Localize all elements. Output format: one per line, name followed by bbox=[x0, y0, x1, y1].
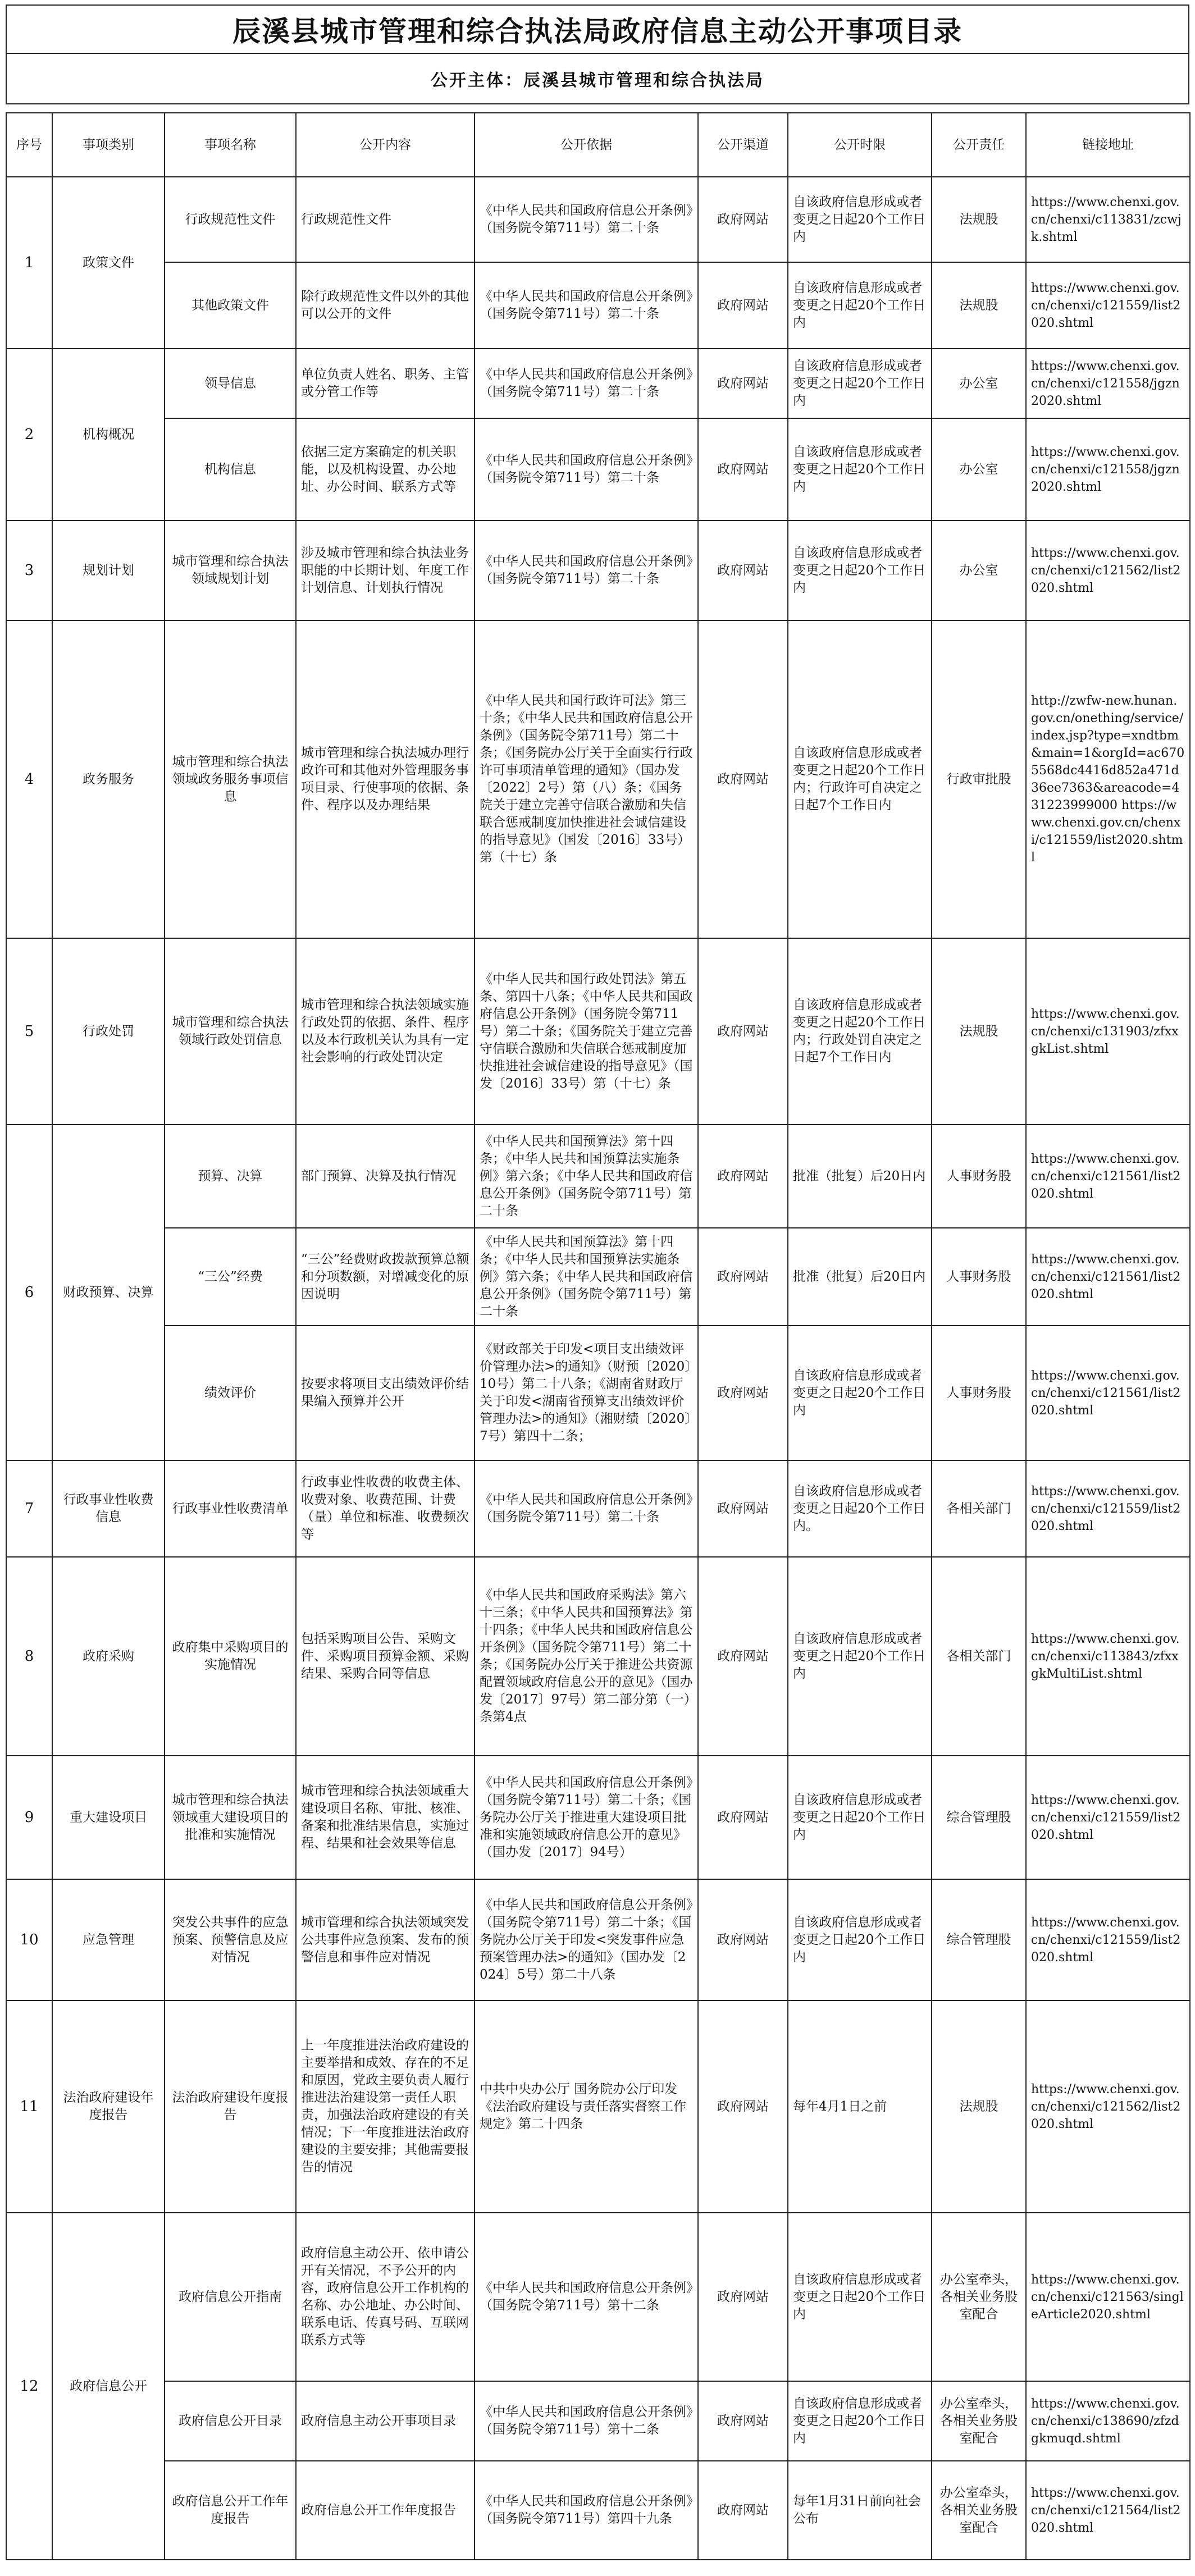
item-channel: 政府网站 bbox=[698, 1460, 788, 1557]
item-link[interactable]: https://www.chenxi.gov.cn/chenxi/c121559/list2020.shtml bbox=[1026, 1460, 1190, 1557]
item-content: 政府信息公开工作年度报告 bbox=[296, 2461, 475, 2560]
item-basis: 《中华人民共和国政府采购法》第六十三条；《中华人民共和国预算法》第十四条；《中华人民共和国政府信息公开条例》（国务院令第711号）第二十条；《国务院办公厅关于推进公共资源配置领域政府信息公开的意见》（国办发〔2017〕97号）第二部分第（一）条第4点 bbox=[475, 1557, 698, 1756]
item-responsibility: 办公室牵头，各相关业务股室配合 bbox=[932, 2461, 1026, 2560]
table-row bbox=[6, 1460, 1190, 1557]
item-period: 自该政府信息形成或者变更之日起20个工作日内 bbox=[788, 1557, 932, 1756]
item-channel: 政府网站 bbox=[698, 349, 788, 418]
item-channel: 政府网站 bbox=[698, 1557, 788, 1756]
row-seq: 9 bbox=[6, 1756, 52, 1879]
subtitle-bar bbox=[6, 54, 1189, 104]
item-period: 每年4月1日之前 bbox=[788, 2000, 932, 2213]
item-period: 批准（批复）后20日内 bbox=[788, 1228, 932, 1326]
item-content: 行政事业性收费的收费主体、收费对象、收费范围、计费（量）单位和标准、收费频次等 bbox=[296, 1460, 475, 1557]
title-bar bbox=[6, 4, 1189, 54]
row-seq: 7 bbox=[6, 1460, 52, 1557]
item-channel: 政府网站 bbox=[698, 1879, 788, 2000]
item-period: 自该政府信息形成或者变更之日起20个工作日内。 bbox=[788, 1460, 932, 1557]
item-basis: 《中华人民共和国行政许可法》第三十条；《中华人民共和国政府信息公开条例》（国务院令第711号）第二十条；《国务院办公厅关于全面实行行政许可事项清单管理的通知》（国办发〔2022〕2号）第（八）条；《国务院关于建立完善守信联合激励和失信联合惩戒制度加快推进社会诚信建设的指导意见》（国发〔2016〕33号）第（十七）条 bbox=[475, 620, 698, 938]
item-basis: 中共中央办公厅 国务院办公厅印发《法治政府建设与责任落实督察工作规定》第二十四条 bbox=[475, 2000, 698, 2213]
item-link[interactable]: https://www.chenxi.gov.cn/chenxi/c121561/list2020.shtml bbox=[1026, 1125, 1190, 1228]
item-responsibility: 办公室牵头，各相关业务股室配合 bbox=[932, 2213, 1026, 2381]
table-row bbox=[6, 1125, 1190, 1228]
row-category: 政府采购 bbox=[52, 1557, 165, 1756]
item-period: 自该政府信息形成或者变更之日起20个工作日内 bbox=[788, 1756, 932, 1879]
item-basis: 《中华人民共和国政府信息公开条例》（国务院令第711号）第二十条 bbox=[475, 1460, 698, 1557]
item-channel: 政府网站 bbox=[698, 520, 788, 620]
table-row bbox=[6, 1228, 1190, 1326]
item-link[interactable]: https://www.chenxi.gov.cn/chenxi/c121561/list2020.shtml bbox=[1026, 1228, 1190, 1326]
item-channel: 政府网站 bbox=[698, 418, 788, 520]
item-basis: 《中华人民共和国预算法》第十四条；《中华人民共和国预算法实施条例》第六条；《中华人民共和国政府信息公开条例》（国务院令第711号）第二十条 bbox=[475, 1228, 698, 1326]
item-name: 突发公共事件的应急预案、预警信息及应对情况 bbox=[165, 1879, 296, 2000]
item-content: “三公”经费财政拨款预算总额和分项数额，对增减变化的原因说明 bbox=[296, 1228, 475, 1326]
row-category: 政务服务 bbox=[52, 620, 165, 938]
item-name: 政府信息公开指南 bbox=[165, 2213, 296, 2381]
item-responsibility: 法规股 bbox=[932, 2000, 1026, 2213]
header-row bbox=[6, 113, 1190, 177]
item-channel: 政府网站 bbox=[698, 938, 788, 1125]
row-category: 法治政府建设年度报告 bbox=[52, 2000, 165, 2213]
catalog-sheet bbox=[6, 4, 1189, 2560]
item-basis: 《中华人民共和国政府信息公开条例》（国务院令第711号）第二十条 bbox=[475, 349, 698, 418]
item-basis: 《中华人民共和国政府信息公开条例》（国务院令第711号）第二十条 bbox=[475, 418, 698, 520]
table-row bbox=[6, 938, 1190, 1125]
item-name: 法治政府建设年度报告 bbox=[165, 2000, 296, 2213]
catalog-body bbox=[6, 177, 1190, 2560]
item-content: 城市管理和综合执法领域重大建设项目名称、审批、核准、备案和批准结果信息，实施过程、结果和社会效果等信息 bbox=[296, 1756, 475, 1879]
row-category: 机构概况 bbox=[52, 349, 165, 520]
item-content: 包括采购项目公告、采购文件、采购项目预算金额、采购结果、采购合同等信息 bbox=[296, 1557, 475, 1756]
row-category: 政策文件 bbox=[52, 177, 165, 349]
item-link[interactable]: https://www.chenxi.gov.cn/chenxi/c121559/list2020.shtml bbox=[1026, 1756, 1190, 1879]
header-seq: 序号 bbox=[6, 113, 52, 177]
item-link[interactable]: https://www.chenxi.gov.cn/chenxi/c121562/list2020.shtml bbox=[1026, 520, 1190, 620]
item-link[interactable]: https://www.chenxi.gov.cn/chenxi/c121562/list2020.shtml bbox=[1026, 2000, 1190, 2213]
item-channel: 政府网站 bbox=[698, 2461, 788, 2560]
item-period: 自该政府信息形成或者变更之日起20个工作日内 bbox=[788, 349, 932, 418]
table-row bbox=[6, 1557, 1190, 1756]
item-channel: 政府网站 bbox=[698, 2381, 788, 2461]
item-channel: 政府网站 bbox=[698, 262, 788, 349]
item-basis: 《中华人民共和国政府信息公开条例》（国务院令第711号）第二十条 bbox=[475, 262, 698, 349]
item-period: 自该政府信息形成或者变更之日起20个工作日内 bbox=[788, 1879, 932, 2000]
row-category: 应急管理 bbox=[52, 1879, 165, 2000]
item-basis: 《中华人民共和国政府信息公开条例》（国务院令第711号）第四十九条 bbox=[475, 2461, 698, 2560]
item-name: 领导信息 bbox=[165, 349, 296, 418]
item-name: 绩效评价 bbox=[165, 1326, 296, 1460]
item-name: 城市管理和综合执法领域规划计划 bbox=[165, 520, 296, 620]
item-content: 政府信息主动公开、依申请公开有关情况，不予公开的内容，政府信息公开工作机构的名称、办公地址、办公时间、联系电话、传真号码、互联网联系方式等 bbox=[296, 2213, 475, 2381]
row-seq: 10 bbox=[6, 1879, 52, 2000]
table-row bbox=[6, 262, 1190, 349]
item-basis: 《中华人民共和国政府信息公开条例》（国务院令第711号）第二十条 bbox=[475, 177, 698, 262]
item-link[interactable]: https://www.chenxi.gov.cn/chenxi/c121558/jgzn2020.shtml bbox=[1026, 418, 1190, 520]
row-seq: 8 bbox=[6, 1557, 52, 1756]
row-category: 行政事业性收费信息 bbox=[52, 1460, 165, 1557]
item-channel: 政府网站 bbox=[698, 1326, 788, 1460]
row-category: 规划计划 bbox=[52, 520, 165, 620]
item-basis: 《中华人民共和国政府信息公开条例》（国务院令第711号）第二十条；《国务院办公厅关于印发<突发事件应急预案管理办法>的通知》（国办发〔2024〕5号）第二十八条 bbox=[475, 1879, 698, 2000]
item-name: 其他政策文件 bbox=[165, 262, 296, 349]
header-item-name: 事项名称 bbox=[165, 113, 296, 177]
item-responsibility: 人事财务股 bbox=[932, 1228, 1026, 1326]
item-content: 依据三定方案确定的机关职能，以及机构设置、办公地址、办公时间、联系方式等 bbox=[296, 418, 475, 520]
header-channel: 公开渠道 bbox=[698, 113, 788, 177]
item-name: 政府集中采购项目的实施情况 bbox=[165, 1557, 296, 1756]
item-channel: 政府网站 bbox=[698, 2213, 788, 2381]
item-name: 政府信息公开目录 bbox=[165, 2381, 296, 2461]
row-seq: 12 bbox=[6, 2213, 52, 2560]
item-name: 预算、决算 bbox=[165, 1125, 296, 1228]
table-row bbox=[6, 2381, 1190, 2461]
item-basis: 《中华人民共和国预算法》第十四条；《中华人民共和国预算法实施条例》第六条；《中华人民共和国政府信息公开条例》（国务院令第711号）第二十条 bbox=[475, 1125, 698, 1228]
item-basis: 《财政部关于印发<项目支出绩效评价管理办法>的通知》（财预〔2020〕10号）第二十八条；《湖南省财政厅关于印发<湖南省预算支出绩效评价管理办法>的通知》（湘财绩〔2020〕7号）第四十二条； bbox=[475, 1326, 698, 1460]
row-seq: 2 bbox=[6, 349, 52, 520]
item-period: 自该政府信息形成或者变更之日起20个工作日内；行政许可自决定之日起7个工作日内 bbox=[788, 620, 932, 938]
catalog-table bbox=[6, 112, 1191, 2560]
item-period: 自该政府信息形成或者变更之日起20个工作日内 bbox=[788, 520, 932, 620]
row-category: 重大建设项目 bbox=[52, 1756, 165, 1879]
item-responsibility: 办公室 bbox=[932, 349, 1026, 418]
table-row bbox=[6, 2461, 1190, 2560]
item-link[interactable]: https://www.chenxi.gov.cn/chenxi/c121558/jgzn2020.shtml bbox=[1026, 349, 1190, 418]
header-link: 链接地址 bbox=[1026, 113, 1190, 177]
item-basis: 《中华人民共和国政府信息公开条例》（国务院令第711号）第十二条 bbox=[475, 2381, 698, 2461]
item-responsibility: 各相关部门 bbox=[932, 1460, 1026, 1557]
item-period: 批准（批复）后20日内 bbox=[788, 1125, 932, 1228]
item-link[interactable]: https://www.chenxi.gov.cn/chenxi/c121563/singleArticle2020.shtml bbox=[1026, 2213, 1190, 2381]
item-responsibility: 综合管理股 bbox=[932, 1756, 1026, 1879]
item-content: 城市管理和综合执法领域突发公共事件应急预案、发布的预警信息和事件应对情况 bbox=[296, 1879, 475, 2000]
table-row bbox=[6, 418, 1190, 520]
item-link[interactable]: https://www.chenxi.gov.cn/chenxi/c121559/list2020.shtml bbox=[1026, 1879, 1190, 2000]
table-row bbox=[6, 620, 1190, 938]
row-seq: 6 bbox=[6, 1125, 52, 1460]
item-name: 行政规范性文件 bbox=[165, 177, 296, 262]
item-channel: 政府网站 bbox=[698, 2000, 788, 2213]
item-link[interactable]: https://www.chenxi.gov.cn/chenxi/c131903/zfxxgkList.shtml bbox=[1026, 938, 1190, 1125]
table-row bbox=[6, 2213, 1190, 2381]
item-responsibility: 人事财务股 bbox=[932, 1125, 1026, 1228]
item-content: 除行政规范性文件以外的其他可以公开的文件 bbox=[296, 262, 475, 349]
page-title: 辰溪县城市管理和综合执法局政府信息主动公开事项目录 bbox=[232, 15, 963, 48]
item-basis: 《中华人民共和国政府信息公开条例》（国务院令第711号）第二十条；《国务院办公厅关于推进重大建设项目批准和实施领域政府信息公开的意见》（国办发〔2017〕94号） bbox=[475, 1756, 698, 1879]
publisher-subtitle: 公开主体：辰溪县城市管理和综合执法局 bbox=[431, 71, 764, 90]
item-period: 自该政府信息形成或者变更之日起20个工作日内 bbox=[788, 418, 932, 520]
table-row bbox=[6, 349, 1190, 418]
header-period: 公开时限 bbox=[788, 113, 932, 177]
row-category: 财政预算、决算 bbox=[52, 1125, 165, 1460]
row-seq: 3 bbox=[6, 520, 52, 620]
item-channel: 政府网站 bbox=[698, 1228, 788, 1326]
table-row bbox=[6, 1879, 1190, 2000]
item-responsibility: 行政审批股 bbox=[932, 620, 1026, 938]
item-name: 机构信息 bbox=[165, 418, 296, 520]
item-responsibility: 办公室 bbox=[932, 418, 1026, 520]
item-period: 自该政府信息形成或者变更之日起20个工作日内 bbox=[788, 177, 932, 262]
item-content: 城市管理和综合执法城办理行政许可和其他对外管理服务事项目录、行使事项的依据、条件、程序以及办理结果 bbox=[296, 620, 475, 938]
item-responsibility: 法规股 bbox=[932, 938, 1026, 1125]
item-basis: 《中华人民共和国政府信息公开条例》（国务院令第711号）第十二条 bbox=[475, 2213, 698, 2381]
item-channel: 政府网站 bbox=[698, 1125, 788, 1228]
item-responsibility: 办公室牵头，各相关业务股室配合 bbox=[932, 2381, 1026, 2461]
item-content: 行政规范性文件 bbox=[296, 177, 475, 262]
item-name: 城市管理和综合执法领域政务服务事项信息 bbox=[165, 620, 296, 938]
item-link[interactable]: https://www.chenxi.gov.cn/chenxi/c113843/zfxxgkMultiList.shtml bbox=[1026, 1557, 1190, 1756]
item-responsibility: 法规股 bbox=[932, 262, 1026, 349]
table-row bbox=[6, 2000, 1190, 2213]
item-name: 政府信息公开工作年度报告 bbox=[165, 2461, 296, 2560]
item-period: 自该政府信息形成或者变更之日起20个工作日内 bbox=[788, 2213, 932, 2381]
item-responsibility: 办公室 bbox=[932, 520, 1026, 620]
item-channel: 政府网站 bbox=[698, 1756, 788, 1879]
item-responsibility: 各相关部门 bbox=[932, 1557, 1026, 1756]
item-link[interactable]: https://www.chenxi.gov.cn/chenxi/c121561/list2020.shtml bbox=[1026, 1326, 1190, 1460]
item-period: 自该政府信息形成或者变更之日起20个工作日内 bbox=[788, 2381, 932, 2461]
item-name: 城市管理和综合执法领域行政处罚信息 bbox=[165, 938, 296, 1125]
item-responsibility: 法规股 bbox=[932, 177, 1026, 262]
item-responsibility: 人事财务股 bbox=[932, 1326, 1026, 1460]
item-period: 自该政府信息形成或者变更之日起20个工作日内 bbox=[788, 262, 932, 349]
table-row bbox=[6, 520, 1190, 620]
item-content: 政府信息主动公开事项目录 bbox=[296, 2381, 475, 2461]
item-period: 自该政府信息形成或者变更之日起20个工作日内；行政处罚自决定之日起7个工作日内 bbox=[788, 938, 932, 1125]
item-content: 涉及城市管理和综合执法业务职能的中长期计划、年度工作计划信息、计划执行情况 bbox=[296, 520, 475, 620]
item-name: 行政事业性收费清单 bbox=[165, 1460, 296, 1557]
header-category: 事项类别 bbox=[52, 113, 165, 177]
header-responsibility: 公开责任 bbox=[932, 113, 1026, 177]
item-link[interactable]: https://www.chenxi.gov.cn/chenxi/c138690/zfzdgkmuqd.shtml bbox=[1026, 2381, 1190, 2461]
item-link[interactable]: https://www.chenxi.gov.cn/chenxi/c121564/list2020.shtml bbox=[1026, 2461, 1190, 2560]
item-name: 城市管理和综合执法领域重大建设项目的批准和实施情况 bbox=[165, 1756, 296, 1879]
item-basis: 《中华人民共和国行政处罚法》第五条、第四十八条；《中华人民共和国政府信息公开条例》（国务院令第711号）第二十条；《国务院关于建立完善守信联合激励和失信联合惩戒制度加快推进社会诚信建设的指导意见》（国发〔2016〕33号）第（十七）条 bbox=[475, 938, 698, 1125]
row-category: 政府信息公开 bbox=[52, 2213, 165, 2560]
item-responsibility: 综合管理股 bbox=[932, 1879, 1026, 2000]
item-channel: 政府网站 bbox=[698, 620, 788, 938]
item-link[interactable]: https://www.chenxi.gov.cn/chenxi/c113831/zcwjk.shtml bbox=[1026, 177, 1190, 262]
row-seq: 11 bbox=[6, 2000, 52, 2213]
item-link[interactable]: https://www.chenxi.gov.cn/chenxi/c121559/list2020.shtml bbox=[1026, 262, 1190, 349]
item-channel: 政府网站 bbox=[698, 177, 788, 262]
item-link[interactable]: http://zwfw-new.hunan.gov.cn/onething/service/index.jsp?type=xndtbm&main=1&orgId=ac6705568dc4416d852a471d36ee7363&areacode=431223999000 https://www.chenxi.gov.cn/chenxi/c121559/list2020.shtml bbox=[1026, 620, 1190, 938]
item-content: 部门预算、决算及执行情况 bbox=[296, 1125, 475, 1228]
item-period: 自该政府信息形成或者变更之日起20个工作日内 bbox=[788, 1326, 932, 1460]
header-basis: 公开依据 bbox=[475, 113, 698, 177]
header-content: 公开内容 bbox=[296, 113, 475, 177]
item-content: 上一年度推进法治政府建设的主要举措和成效、存在的不足和原因，党政主要负责人履行推进法治建设第一责任人职责，加强法治政府建设的有关情况；下一年度推进法治政府建设的主要安排；其他需要报告的情况 bbox=[296, 2000, 475, 2213]
table-row bbox=[6, 1326, 1190, 1460]
item-content: 单位负责人姓名、职务、主管或分管工作等 bbox=[296, 349, 475, 418]
item-name: “三公”经费 bbox=[165, 1228, 296, 1326]
table-row bbox=[6, 177, 1190, 262]
item-basis: 《中华人民共和国政府信息公开条例》（国务院令第711号）第二十条 bbox=[475, 520, 698, 620]
row-seq: 1 bbox=[6, 177, 52, 349]
item-content: 按要求将项目支出绩效评价结果编入预算并公开 bbox=[296, 1326, 475, 1460]
item-content: 城市管理和综合执法领域实施行政处罚的依据、条件、程序以及本行政机关认为具有一定社会影响的行政处罚决定 bbox=[296, 938, 475, 1125]
item-period: 每年1月31日前向社会公布 bbox=[788, 2461, 932, 2560]
row-seq: 4 bbox=[6, 620, 52, 938]
table-row bbox=[6, 1756, 1190, 1879]
row-seq: 5 bbox=[6, 938, 52, 1125]
row-category: 行政处罚 bbox=[52, 938, 165, 1125]
